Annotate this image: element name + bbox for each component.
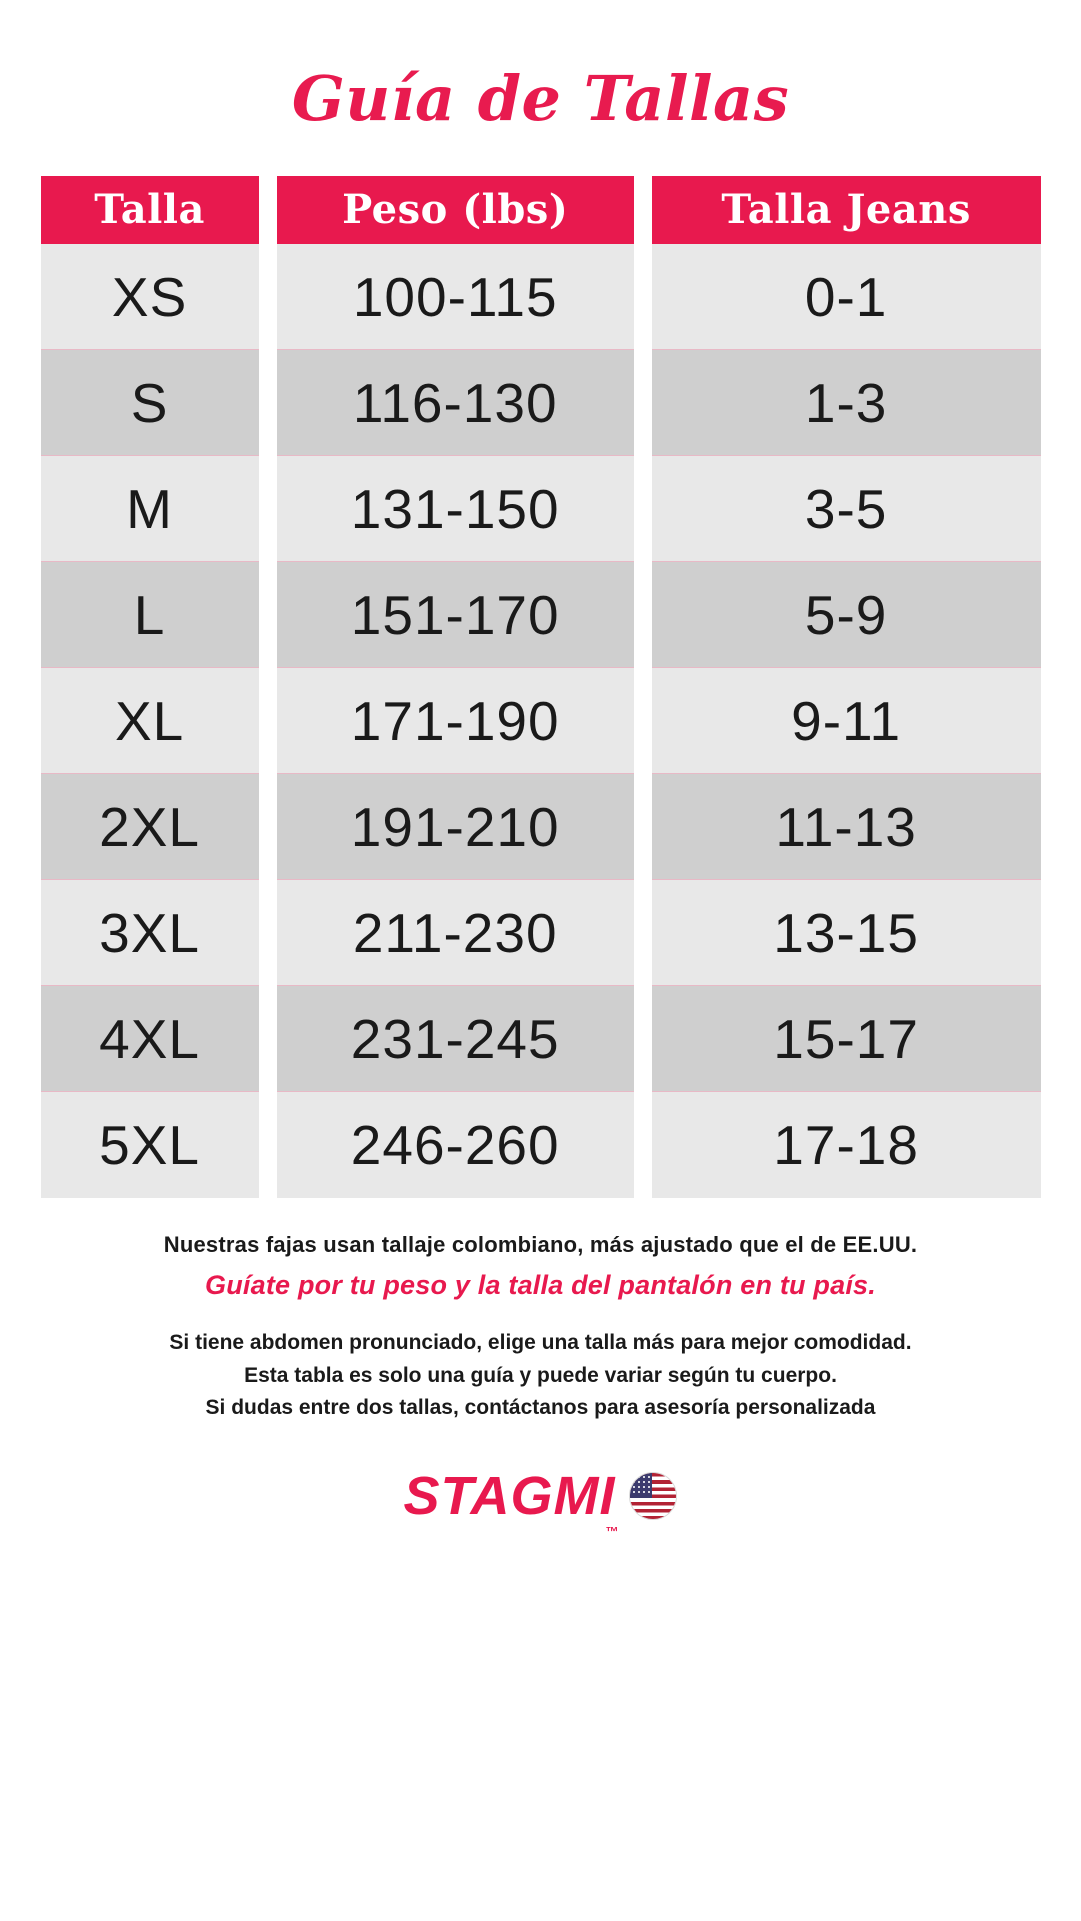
table-column-size xyxy=(41,176,259,1198)
note-abdomen: Si tiene abdomen pronunciado, elige una talla más para mejor comodidad. xyxy=(169,1331,912,1354)
table-cell-size: XS xyxy=(41,244,259,350)
table-cell-weight: 231-245 xyxy=(277,986,634,1092)
table-cell-size: S xyxy=(41,350,259,456)
table-cell-jeans: 15-17 xyxy=(652,986,1041,1092)
table-cell-weight: 151-170 xyxy=(277,562,634,668)
table-cell-size: XL xyxy=(41,668,259,774)
table-cell-jeans: 1-3 xyxy=(652,350,1041,456)
note-details xyxy=(41,1327,1041,1425)
note-colombian-sizing: Nuestras fajas usan tallaje colombiano, más ajustado que el de EE.UU. xyxy=(163,1232,918,1257)
page-title: Guía de Tallas xyxy=(291,62,790,135)
flag-canton xyxy=(630,1473,652,1498)
table-cell-size: 5XL xyxy=(41,1092,259,1198)
brand-name-text: STAGMI xyxy=(403,1465,616,1526)
note-variation: Esta tabla es solo una guía y puede variar según tu cuerpo. xyxy=(244,1363,837,1387)
brand-logo xyxy=(0,1465,1081,1539)
brand-name xyxy=(403,1465,620,1539)
note-contact: Si dudas entre dos tallas, contáctanos para asesoría personalizada xyxy=(205,1396,876,1420)
table-cell-jeans: 3-5 xyxy=(652,456,1041,562)
table-column-jeans xyxy=(652,176,1041,1198)
table-cell-jeans: 0-1 xyxy=(652,244,1041,350)
size-table xyxy=(41,176,1041,1198)
table-cell-jeans: 11-13 xyxy=(652,774,1041,880)
table-column-weight xyxy=(277,176,634,1198)
table-cell-jeans: 17-18 xyxy=(652,1092,1041,1198)
table-cell-weight: 191-210 xyxy=(277,774,634,880)
notes-section xyxy=(41,1232,1041,1425)
table-cell-jeans: 5-9 xyxy=(652,562,1041,668)
table-cell-weight: 246-260 xyxy=(277,1092,634,1198)
column-header-jeans: Talla Jeans xyxy=(652,176,1041,244)
table-cell-weight: 171-190 xyxy=(277,668,634,774)
table-cell-size: 3XL xyxy=(41,880,259,986)
table-cell-jeans: 13-15 xyxy=(652,880,1041,986)
table-cell-weight: 100-115 xyxy=(277,244,634,350)
table-cell-size: 4XL xyxy=(41,986,259,1092)
table-cell-weight: 131-150 xyxy=(277,456,634,562)
table-cell-jeans: 9-11 xyxy=(652,668,1041,774)
table-cell-size: 2XL xyxy=(41,774,259,880)
table-cell-size: M xyxy=(41,456,259,562)
column-header-size: Talla xyxy=(41,176,259,244)
table-cell-weight: 116-130 xyxy=(277,350,634,456)
trademark-symbol: ™ xyxy=(605,1523,620,1539)
note-guidance-highlight: Guíate por tu peso y la talla del pantalón en tu país. xyxy=(205,1270,876,1300)
us-flag-icon xyxy=(629,1472,677,1520)
table-cell-weight: 211-230 xyxy=(277,880,634,986)
table-cell-size: L xyxy=(41,562,259,668)
column-header-weight: Peso (lbs) xyxy=(277,176,634,244)
